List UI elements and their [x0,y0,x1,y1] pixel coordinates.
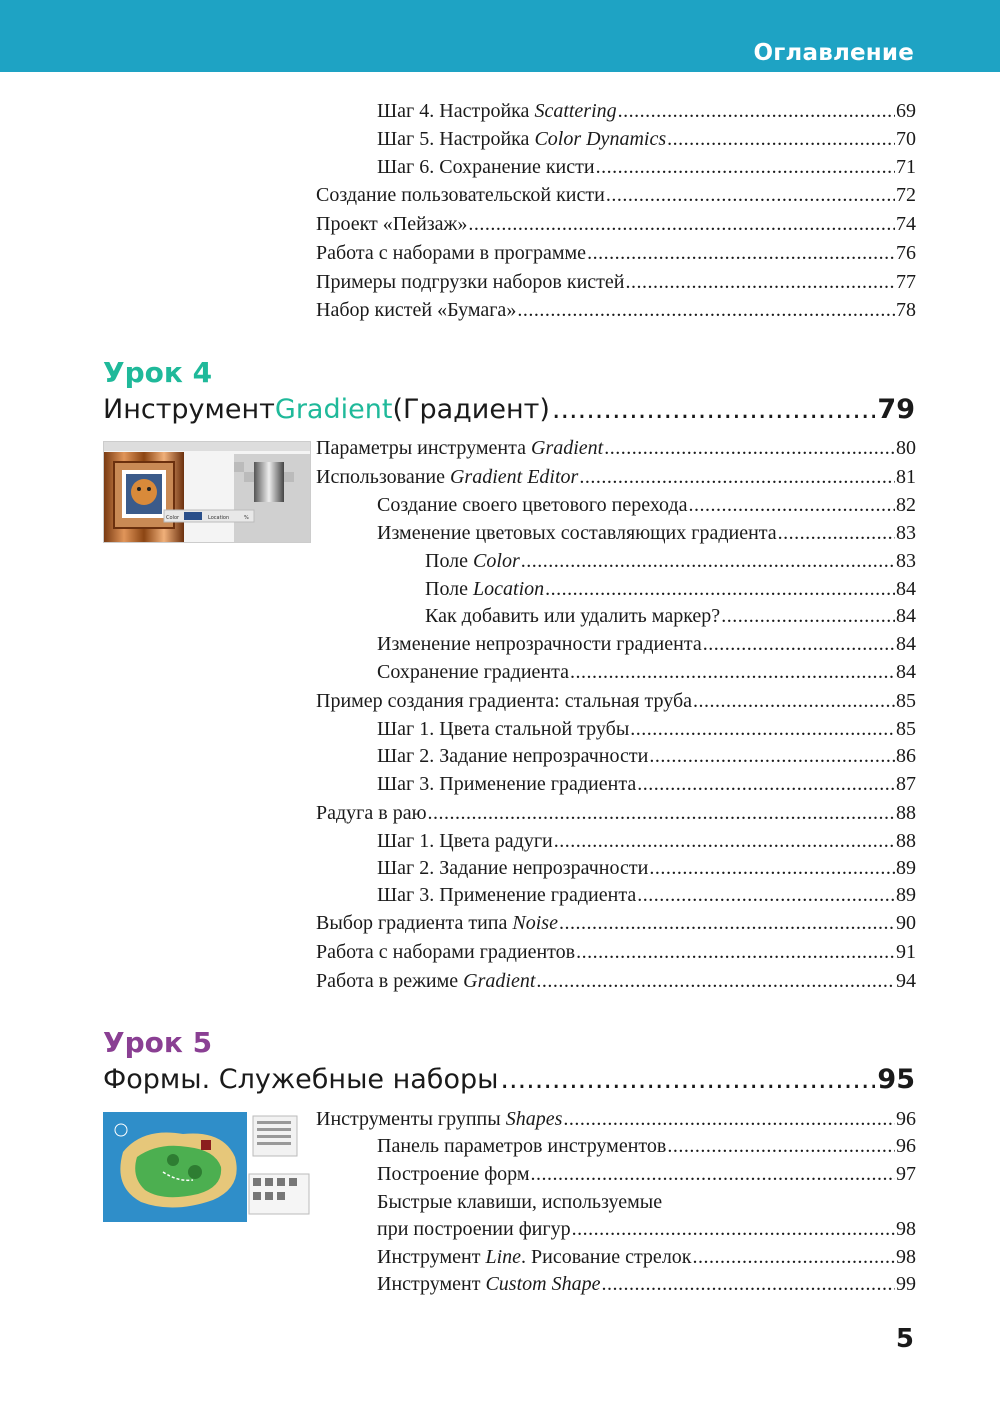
toc-entry-title [377,1133,666,1159]
toc-entry-page: 70 [896,128,916,150]
toc-entry-text: Построение форм [377,1163,530,1185]
toc-entry[interactable] [377,743,916,769]
toc-entry-title [377,659,569,685]
leader-dots [721,603,895,629]
toc-entry-page: 80 [896,437,916,459]
toc-entry-title [377,882,636,908]
leader-dots [778,520,895,546]
toc-entry-text: Инструменты группы [316,1108,506,1130]
toc-entry-italic-term: Custom Shape [485,1273,601,1295]
toc-entry-page: 96 [896,1135,916,1157]
toc-entry-text: Шаг 6. Сохранение кисти [377,156,595,178]
toc-entry[interactable] [377,154,916,180]
toc-entry-text: Шаг 2. Задание непрозрачности [377,857,649,879]
leader-dots [517,297,895,323]
toc-entry-title [316,435,603,461]
toc-entry-page: 87 [896,773,916,795]
toc-entry-title [377,98,617,124]
toc-entry[interactable] [316,240,916,266]
toc-entry[interactable] [377,1189,916,1215]
toc-entry-title [377,743,648,769]
toc-entry-page: 86 [896,745,916,767]
treasure-map-thumbnail [103,1112,311,1222]
toc-entry-text: Быстрые клавиши, используемые [377,1191,663,1213]
leader-dots [667,1133,895,1159]
toc-entry-text: Шаг 5. Настройка [377,128,535,150]
toc-entry-title [377,1271,600,1297]
leader-dots [703,631,895,657]
page-header-bar [0,0,1000,72]
toc-entry-text: Поле [425,578,474,600]
thumb-color-field: Color [166,515,180,521]
toc-entry-italic-term: Color Dynamics [534,128,667,150]
leader-dots [667,126,895,152]
lesson4-page: 79 [877,394,915,425]
toc-entry-page: 98 [896,1246,916,1268]
toc-entry-title [377,828,553,854]
toc-entry-page: 98 [896,1218,916,1240]
toc-entry-title [316,240,586,266]
leader-dots [572,1216,895,1242]
toc-entry-text: Инструмент [377,1273,486,1295]
toc-entry-title [377,154,595,180]
toc-entry-text: Работа в режиме [316,970,464,992]
toc-entry-page: 81 [896,466,916,488]
toc-entry-title [425,603,720,629]
toc-entry-page: 90 [896,912,916,934]
toc-entry-italic-term: Gradient [531,437,604,459]
toc-entry-text: Поле [425,550,474,572]
lesson5-chapter-title[interactable] [103,1064,915,1095]
leader-dots [587,240,895,266]
toc-entry-page: 89 [896,857,916,879]
leader-dots [604,435,895,461]
toc-entry-italic-term: Location [473,578,545,600]
toc-entry-italic-term: Noise [512,912,558,934]
page-number: 5 [895,1324,914,1354]
toc-entry-page: 71 [896,156,916,178]
toc-entry[interactable] [377,126,916,152]
toc-entry-page: 91 [896,941,916,963]
toc-entry-page: 89 [896,884,916,906]
leader-dots [601,1271,895,1297]
leader-dots [626,269,896,295]
toc-entry-page: 83 [896,522,916,544]
toc-entry-page: 72 [896,184,916,206]
toc-entry-text: Радуга в раю [316,802,427,824]
toc-entry[interactable] [316,910,916,936]
lesson4-title-post: (Градиент) [392,394,550,425]
leader-dots [693,688,895,714]
toc-entry[interactable] [377,855,916,881]
toc-entry-title [316,297,516,323]
toc-entry-title [316,464,578,490]
toc-entry-page: 94 [896,970,916,992]
toc-entry-title [425,548,520,574]
toc-entry-text: Шаг 1. Цвета стальной трубы [377,718,630,740]
toc-entry-title [377,1216,571,1242]
lesson5-label: Урок 5 [103,1026,213,1059]
toc-entry[interactable] [377,98,916,124]
toc-entry[interactable] [316,464,916,490]
toc-entry-title [377,771,636,797]
gradient-editor-thumbnail [103,441,311,543]
toc-entry-title [316,182,605,208]
toc-entry[interactable] [377,828,916,854]
leader-dots [536,968,895,994]
lesson4-chapter-title[interactable] [103,394,915,425]
thumb-location-field: Location [208,515,230,521]
toc-entry[interactable] [377,1271,916,1297]
toc-entry-title [377,1161,530,1187]
toc-entry-page: 84 [896,661,916,683]
toc-entry-page: 97 [896,1163,916,1185]
toc-entry-title [377,492,688,518]
leader-dots [531,1161,895,1187]
leader-dots [693,1244,895,1270]
toc-entry[interactable] [377,1244,916,1270]
leader-dots [649,743,895,769]
toc-entry-page: 77 [896,271,916,293]
toc-entry[interactable] [377,520,916,546]
toc-entry[interactable] [316,1106,916,1132]
toc-entry-page: 96 [896,1108,916,1130]
leader-dots [563,1106,895,1132]
toc-entry-title [377,1244,692,1270]
toc-entry-text: Изменение непрозрачности градиента [377,633,702,655]
toc-entry-page: 88 [896,802,916,824]
toc-entry[interactable] [425,576,916,602]
toc-entry[interactable] [316,297,916,323]
toc-entry[interactable] [316,435,916,461]
toc-entry-title [377,520,777,546]
lesson4-title-pre: Инструмент [103,394,275,425]
toc-entry-page: 84 [896,578,916,600]
toc-entry-page: 85 [896,690,916,712]
toc-entry-title [316,688,692,714]
toc-entry-italic-term: Scattering [534,100,617,122]
toc-entry[interactable] [316,269,916,295]
toc-entry-text: Выбор градиента типа [316,912,513,934]
toc-entry[interactable] [377,631,916,657]
toc-entry-page: 84 [896,605,916,627]
toc-entry[interactable] [316,800,916,826]
toc-entry[interactable] [377,1133,916,1159]
leader-dots [637,771,895,797]
toc-entry-italic-term: Color [473,550,520,572]
leader-dots [521,548,895,574]
leader-dots [579,464,895,490]
toc-entry-title [316,211,467,237]
toc-entry-italic-term: Line [485,1246,522,1268]
toc-entry-text: Шаг 3. Применение градиента [377,773,637,795]
toc-entry-text: Набор кистей «Бумага» [316,299,517,321]
leader-dots [630,716,895,742]
toc-entry[interactable] [316,688,916,714]
toc-entry-title [316,910,558,936]
leader-dots [554,828,895,854]
leader-dots [428,800,895,826]
toc-entry-page: 84 [896,633,916,655]
toc-entry-page: 82 [896,494,916,516]
toc-entry[interactable] [425,603,916,629]
toc-entry-text: Шаг 2. Задание непрозрачности [377,745,649,767]
toc-entry[interactable] [377,882,916,908]
toc-entry-text: Изменение цветовых составляющих градиента [377,522,777,544]
toc-entry[interactable] [377,1161,916,1187]
leader-dots [649,855,895,881]
toc-entry-title [425,576,544,602]
leader-dots [576,939,895,965]
header-title: Оглавление [753,40,914,66]
toc-entry-italic-term: Gradient [463,970,536,992]
toc-entry-title [377,1189,662,1215]
leader-dots [559,910,895,936]
leader-dots [468,211,895,237]
toc-entry-page: 76 [896,242,916,264]
thumb-percent-field: % [244,515,249,521]
leader-dots [545,576,895,602]
lesson4-label: Урок 4 [103,356,213,389]
toc-entry-page: 88 [896,830,916,852]
toc-entry-title [377,855,648,881]
leader-dots [637,882,895,908]
toc-entry-text-suffix: . Рисование стрелок [521,1246,692,1268]
toc-entry-text: Создание пользовательской кисти [316,184,605,206]
toc-entry-text: Примеры подгрузки наборов кистей [316,271,625,293]
leader-dots [570,659,895,685]
toc-entry[interactable] [377,716,916,742]
lesson5-page: 95 [877,1064,915,1095]
leader-dots [500,1064,875,1095]
toc-entry[interactable] [377,1216,916,1242]
toc-entry-page: 69 [896,100,916,122]
toc-entry-text: Инструмент [377,1246,486,1268]
toc-entry-page: 74 [896,213,916,235]
leader-dots [552,394,876,425]
toc-entry[interactable] [316,182,916,208]
toc-entry-title [316,968,535,994]
toc-entry-title [316,1106,562,1132]
toc-entry-page: 99 [896,1273,916,1295]
toc-entry[interactable] [377,492,916,518]
toc-entry-page: 78 [896,299,916,321]
leader-dots [596,154,895,180]
toc-entry-title [316,269,625,295]
toc-entry-text: при построении фигур [377,1218,571,1240]
leader-dots [689,492,895,518]
toc-entry-text: Создание своего цветового перехода [377,494,688,516]
toc-entry-title [377,716,629,742]
toc-entry-italic-term: Gradient Editor [449,466,579,488]
toc-entry-text: Работа с наборами градиентов [316,941,576,963]
leader-dots [618,98,895,124]
toc-entry-text: Шаг 3. Применение градиента [377,884,637,906]
toc-entry-title [377,126,666,152]
toc-entry-title [377,631,702,657]
toc-entry-text: Проект «Пейзаж» [316,213,468,235]
toc-entry-text: Работа с наборами в программе [316,242,587,264]
toc-entry[interactable] [377,659,916,685]
toc-entry[interactable] [316,968,916,994]
toc-entry[interactable] [425,548,916,574]
toc-entry[interactable] [316,211,916,237]
leader-dots [606,182,895,208]
toc-entry-text: Параметры инструмента [316,437,531,459]
toc-entry-text: Сохранение градиента [377,661,569,683]
toc-entry-text: Пример создания градиента: стальная труба [316,690,693,712]
toc-entry[interactable] [377,771,916,797]
toc-entry-text: Шаг 4. Настройка [377,100,535,122]
toc-entry-italic-term: Shapes [505,1108,563,1130]
toc-entry-text: Использование [316,466,450,488]
toc-entry-text: Панель параметров инструментов [377,1135,667,1157]
lesson5-title: Формы. Служебные наборы [103,1064,499,1095]
toc-entry-text: Шаг 1. Цвета радуги [377,830,553,852]
toc-entry[interactable] [316,939,916,965]
toc-entry-page: 83 [896,550,916,572]
toc-entry-title [316,800,427,826]
toc-entry-title [316,939,575,965]
toc-entry-page: 85 [896,718,916,740]
toc-entry-text: Как добавить или удалить маркер? [425,605,721,627]
lesson4-title-accent: Gradient [274,394,393,425]
